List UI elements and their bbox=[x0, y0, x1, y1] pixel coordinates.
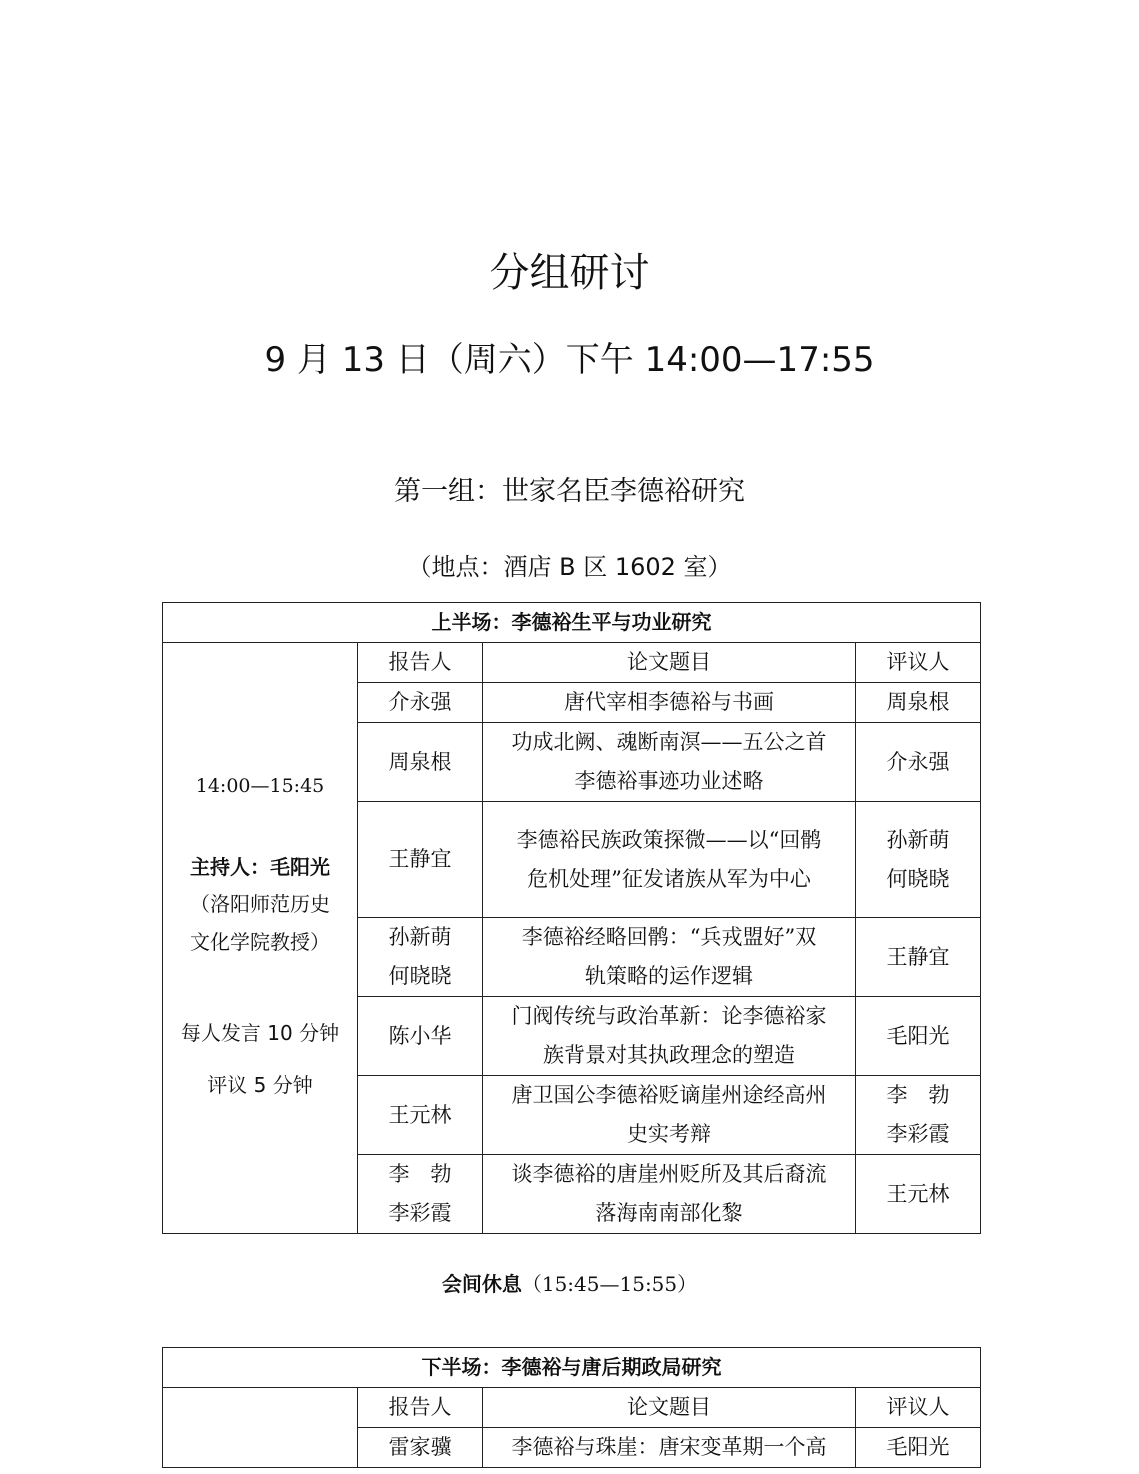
group-title: 第一组：世家名臣李德裕研究 bbox=[394, 476, 745, 507]
speaker-line: 李 勃 bbox=[388, 1162, 452, 1186]
reviewer-cell bbox=[856, 1155, 981, 1234]
speaker-cell bbox=[358, 802, 483, 918]
speaker-cell bbox=[358, 723, 483, 802]
reviewer-cell bbox=[856, 1076, 981, 1155]
reviewer-line: 孙新萌 bbox=[886, 827, 950, 852]
title-line: 危机处理”征发诸族从军为中心 bbox=[527, 866, 811, 891]
break-label: 会间休息 bbox=[441, 1272, 522, 1296]
title-cell bbox=[483, 683, 856, 723]
reviewer-line: 李彩霞 bbox=[886, 1122, 950, 1146]
speaker-line: 介永强 bbox=[388, 690, 452, 714]
session1-host-affiliation-line2: 文化学院教授） bbox=[190, 930, 330, 954]
column-header-reviewer: 评议人 bbox=[856, 643, 981, 683]
column-header-reviewer: 评议人 bbox=[856, 1388, 981, 1428]
session1-speaking-rule: 每人发言 10 分钟 bbox=[180, 1021, 340, 1045]
session1-host-affiliation-line1: （洛阳师范历史 bbox=[190, 892, 330, 916]
title-line: 李德裕经略回鹘：“兵戎盟好”双 bbox=[521, 925, 817, 949]
title-cell bbox=[483, 802, 856, 918]
title-cell bbox=[483, 723, 856, 802]
title-cell bbox=[483, 997, 856, 1076]
reviewer-cell bbox=[856, 918, 981, 997]
speaker-line: 李彩霞 bbox=[388, 1201, 452, 1225]
break-notice bbox=[0, 1268, 1139, 1300]
reviewer-line: 王元林 bbox=[886, 1181, 950, 1206]
reviewer-cell bbox=[856, 997, 981, 1076]
title-cell bbox=[483, 1428, 856, 1468]
title-line: 门阀传统与政治革新：论李德裕家 bbox=[511, 1004, 827, 1028]
reviewer-line: 周泉根 bbox=[886, 690, 950, 714]
speaker-line: 何晓晓 bbox=[388, 964, 452, 988]
title-line: 李德裕事迹功业述略 bbox=[574, 769, 764, 793]
session2-header: 下半场：李德裕与唐后期政局研究 bbox=[163, 1348, 981, 1388]
speaker-cell bbox=[358, 1428, 483, 1468]
title-cell bbox=[483, 918, 856, 997]
title-line: 唐卫国公李德裕贬谪崖州途经高州 bbox=[511, 1083, 827, 1107]
title-line: 李德裕与珠崖：唐宋变革期一个高 bbox=[511, 1435, 827, 1459]
session1-time: 14:00—15:45 bbox=[195, 775, 325, 797]
break-time: （15:45—15:55） bbox=[521, 1272, 698, 1296]
session1-header: 上半场：李德裕生平与功业研究 bbox=[163, 603, 981, 643]
title-line: 谈李德裕的唐崖州贬所及其后裔流 bbox=[511, 1162, 827, 1186]
speaker-line: 周泉根 bbox=[388, 749, 452, 774]
title-line: 族背景对其执政理念的塑造 bbox=[543, 1043, 795, 1067]
title-cell bbox=[483, 1155, 856, 1234]
reviewer-line: 何晓晓 bbox=[886, 866, 950, 891]
speaker-cell bbox=[358, 683, 483, 723]
title-line: 功成北阙、魂断南溟——五公之首 bbox=[511, 730, 827, 754]
reviewer-line: 毛阳光 bbox=[886, 1435, 950, 1459]
reviewer-line: 毛阳光 bbox=[886, 1023, 950, 1048]
reviewer-cell bbox=[856, 723, 981, 802]
page-title: 分组研讨 bbox=[489, 250, 650, 296]
title-line: 史实考辩 bbox=[627, 1122, 711, 1146]
title-line: 轨策略的运作逻辑 bbox=[585, 964, 753, 988]
session2-table bbox=[162, 1347, 981, 1468]
reviewer-line: 王静宜 bbox=[886, 944, 950, 969]
column-header-speaker: 报告人 bbox=[358, 643, 483, 683]
column-header-title: 论文题目 bbox=[483, 1388, 856, 1428]
title-line: 唐代宰相李德裕与书画 bbox=[564, 690, 774, 714]
column-header-title: 论文题目 bbox=[483, 643, 856, 683]
speaker-line: 雷家骥 bbox=[388, 1435, 452, 1459]
speaker-cell bbox=[358, 918, 483, 997]
reviewer-cell bbox=[856, 1428, 981, 1468]
column-header-speaker: 报告人 bbox=[358, 1388, 483, 1428]
session2-info-cell bbox=[163, 1388, 358, 1468]
speaker-line: 王静宜 bbox=[388, 847, 452, 871]
session1-table bbox=[162, 602, 981, 1234]
speaker-cell bbox=[358, 1155, 483, 1234]
speaker-line: 孙新萌 bbox=[388, 925, 452, 949]
title-line: 落海南南部化黎 bbox=[595, 1201, 743, 1225]
speaker-cell bbox=[358, 997, 483, 1076]
speaker-line: 陈小华 bbox=[388, 1023, 452, 1048]
reviewer-line: 李 勃 bbox=[886, 1083, 950, 1107]
session1-review-rule: 评议 5 分钟 bbox=[207, 1073, 313, 1097]
speaker-line: 王元林 bbox=[388, 1102, 452, 1127]
reviewer-line: 介永强 bbox=[886, 749, 950, 774]
reviewer-cell bbox=[856, 802, 981, 918]
title-line: 李德裕民族政策探微——以“回鹘 bbox=[516, 827, 822, 852]
location: （地点：酒店 B 区 1602 室） bbox=[407, 553, 732, 581]
reviewer-cell bbox=[856, 683, 981, 723]
session1-info-cell bbox=[163, 643, 358, 1234]
speaker-cell bbox=[358, 1076, 483, 1155]
title-cell bbox=[483, 1076, 856, 1155]
session1-host: 主持人：毛阳光 bbox=[190, 855, 330, 879]
session-date: 9 月 13 日（周六）下午 14:00—17:55 bbox=[264, 340, 875, 380]
